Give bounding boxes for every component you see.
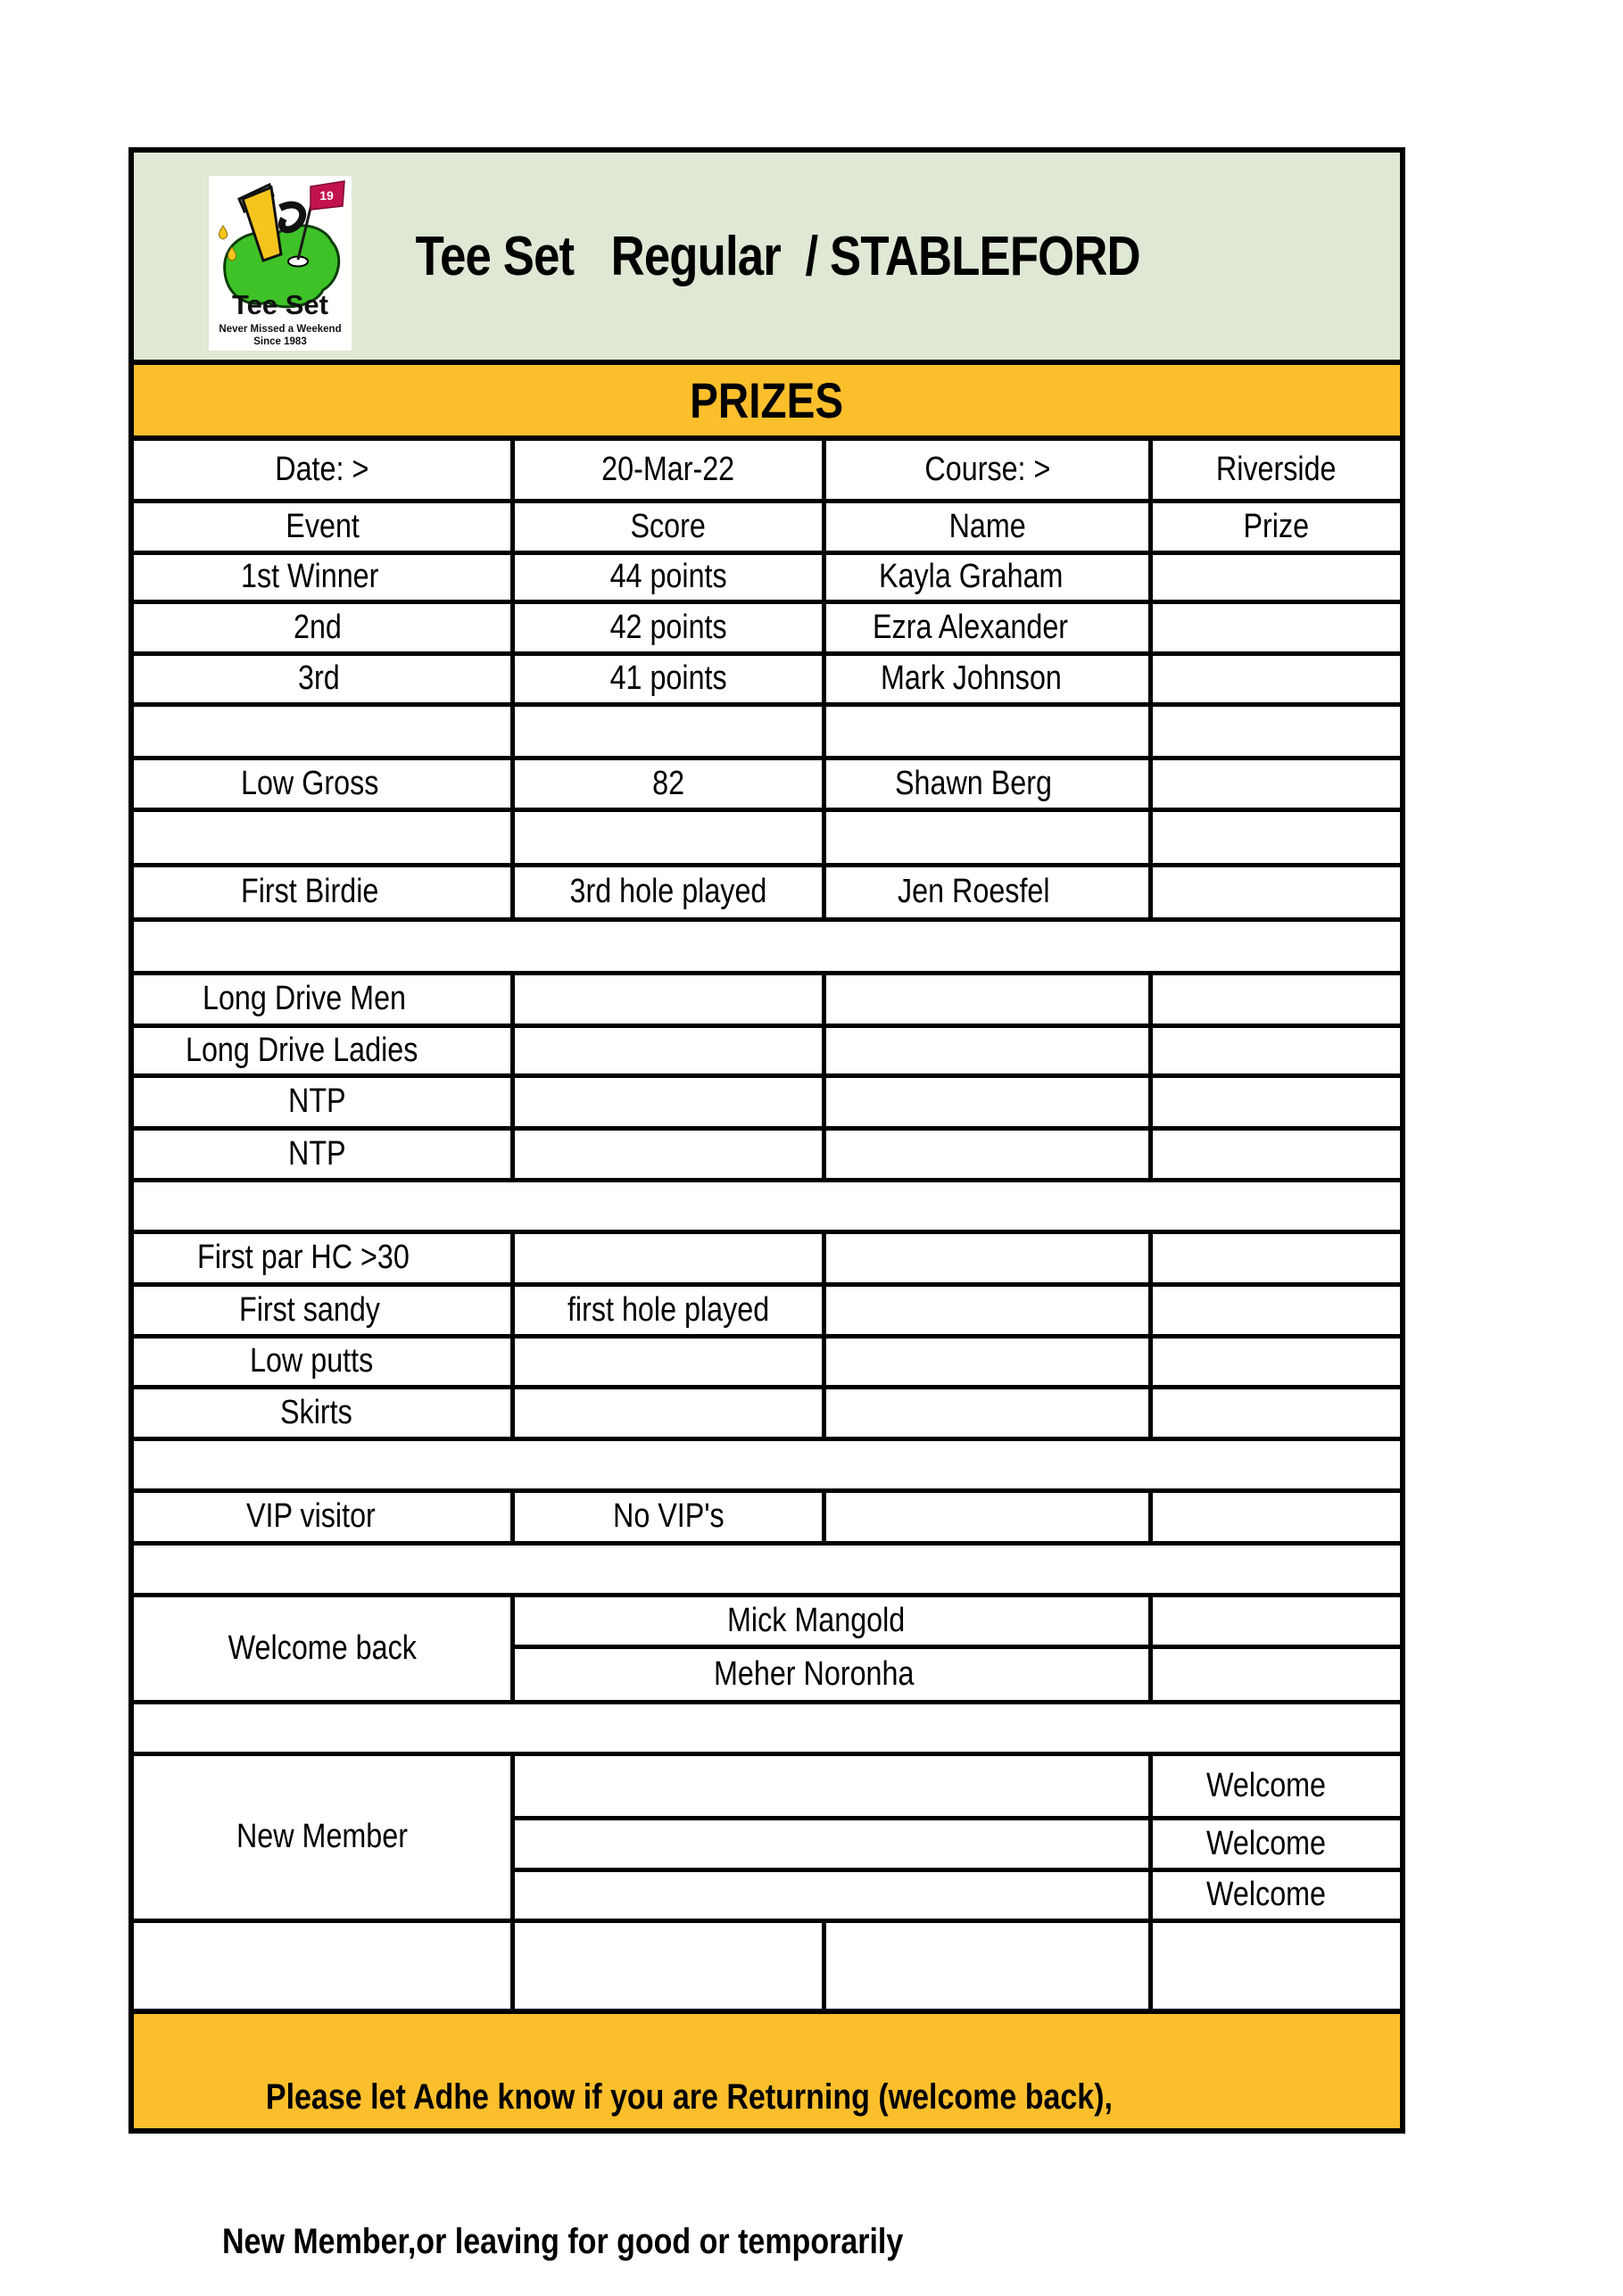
prize-cell [1151,1128,1403,1180]
score-value [513,704,824,758]
event-label [131,1595,513,1702]
cell-text: No VIP's [612,1497,725,1535]
event-label [131,601,513,653]
table-row [131,1284,1403,1336]
table-row [131,809,1403,865]
score-value [513,1025,824,1075]
name-value [824,653,1151,704]
course-value [1151,438,1403,501]
event-label [131,704,513,758]
table-row [131,919,1403,973]
name-value [824,1231,1151,1284]
score-value [513,809,824,865]
prize-cell [1151,1869,1403,1920]
logo-name: Tee Set [232,289,328,320]
cell-text: Date: > [275,450,369,488]
spacer-row [131,919,1403,973]
col-header-score [513,501,824,552]
score-value [513,1284,824,1336]
cell-text: Name [948,507,1026,545]
page-title-text: Tee Set Regular / STABLEFORD [415,225,1140,287]
prize-cell [1151,1920,1403,2011]
score-value [513,1075,824,1128]
spacer-row [131,1543,1403,1595]
footer-text: New Member,or leaving for good or temporarily [221,2222,904,2261]
table-row [131,438,1403,501]
table-row [131,601,1403,653]
date-value [513,438,824,501]
table-row [131,1702,1403,1753]
cell-text: 42 points [609,608,727,646]
cell-text: Ezra Alexander [872,608,1068,646]
prize-cell [1151,1490,1403,1543]
name-value [824,1387,1151,1438]
cell-text: VIP visitor [245,1497,376,1535]
cell-text: Skirts [279,1393,352,1431]
logo-tagline: Never Missed a Weekend [219,324,342,335]
cell-text: Welcome back [228,1629,417,1667]
cell-text: Course: > [924,450,1050,488]
table-row [131,1231,1403,1284]
name-value [824,1025,1151,1075]
cell-text: 1st Winner [241,558,379,595]
event-label [131,758,513,809]
name-value [824,1128,1151,1180]
score-value [513,552,824,601]
name-value [824,809,1151,865]
cell-text: First par HC >30 [197,1239,410,1276]
prize-cell [1151,973,1403,1025]
cell-text: NTP [288,1082,346,1120]
prize-cell [1151,1336,1403,1387]
logo-since: Since 1983 [253,336,307,347]
event-label [131,653,513,704]
footer-line-2 [143,2169,1400,2296]
score-value [513,1490,824,1543]
table-row [131,1387,1403,1438]
name-value [824,1920,1151,2011]
event-label [131,552,513,601]
name-value [513,1818,1151,1869]
tee-set-logo [209,176,352,351]
col-header-name [824,501,1151,552]
name-value [824,973,1151,1025]
cell-text: 3rd [297,659,340,697]
cell-text: 41 points [609,659,727,697]
prize-cell [1151,1284,1403,1336]
score-value [513,1920,824,2011]
prizes-banner [128,360,1405,435]
table-row [131,1920,1403,2011]
table-row [131,501,1403,552]
prize-cell [1151,1595,1403,1646]
table-row [131,653,1403,704]
spacer-row [131,1702,1403,1753]
prize-cell [1151,1818,1403,1869]
table-row [131,1490,1403,1543]
cell-text: 82 [652,764,684,802]
table-row [131,1595,1403,1646]
score-value [513,865,824,919]
score-value [513,1387,824,1438]
name-value [824,1075,1151,1128]
cell-text: Kayla Graham [879,558,1064,595]
cell-text: Mark Johnson [881,659,1063,697]
date-label [131,438,513,501]
course-label [824,438,1151,501]
spacer-row [131,1180,1403,1231]
event-label [131,1753,513,1920]
score-value [513,1231,824,1284]
name-value [824,601,1151,653]
score-value [513,653,824,704]
cell-text: 20-Mar-22 [601,450,735,488]
event-label [131,1387,513,1438]
footer-text: Please let Adhe know if you are Returning (welcome back), [248,2077,1113,2117]
cell-text: Shawn Berg [895,764,1052,802]
prize-cell [1151,758,1403,809]
table-row [131,1128,1403,1180]
prizes-banner-text: PRIZES [690,372,844,428]
prize-cell [1151,1646,1403,1702]
cell-text: Welcome [1205,1824,1326,1862]
col-header-event [131,501,513,552]
cell-text: Event [285,507,360,545]
prize-sheet [128,147,1405,2261]
table-row [131,1543,1403,1595]
cell-text: Prize [1243,507,1310,545]
event-label [131,1336,513,1387]
sheet-header [128,147,1405,360]
col-header-prize [1151,501,1403,552]
event-label [131,1490,513,1543]
table-row [131,973,1403,1025]
cell-text: Long Drive Ladies [185,1031,418,1069]
cell-text: Welcome [1205,1876,1326,1913]
prize-cell [1151,1387,1403,1438]
name-value [513,1595,1151,1646]
page-title [352,153,1204,360]
event-label [131,973,513,1025]
prize-cell [1151,1753,1403,1818]
cell-text: Score [630,507,707,545]
name-value [824,1336,1151,1387]
prize-cell [1151,1075,1403,1128]
event-label [131,1075,513,1128]
cell-text: Long Drive Men [203,980,407,1017]
cell-text: 44 points [609,558,727,595]
event-label [131,1284,513,1336]
table-row [131,1336,1403,1387]
name-value [824,758,1151,809]
name-value [824,552,1151,601]
event-label [131,1920,513,2011]
name-value [513,1646,1151,1702]
name-value [824,1490,1151,1543]
table-row [131,552,1403,601]
event-label [131,1231,513,1284]
prize-cell [1151,865,1403,919]
name-value [513,1753,1151,1818]
prize-cell [1151,653,1403,704]
cell-text: Mick Mangold [727,1601,906,1639]
table-row [131,1025,1403,1075]
cell-text: First sandy [239,1290,381,1329]
table-row [131,865,1403,919]
name-value [513,1869,1151,1920]
cell-text: 2nd [294,608,343,646]
prize-cell [1151,704,1403,758]
cell-text: first hole played [567,1290,770,1329]
cell-text: First Birdie [241,873,379,910]
prize-cell [1151,552,1403,601]
footer-note [128,2014,1405,2261]
cell-text: Low Gross [241,764,379,802]
score-value [513,758,824,809]
prize-cell [1151,809,1403,865]
cell-text: Welcome [1205,1766,1326,1804]
table-row [131,1438,1403,1490]
score-value [513,973,824,1025]
cell-text: Meher Noronha [714,1654,915,1693]
score-value [513,1128,824,1180]
score-value [513,1336,824,1387]
cell-text: New Member [236,1818,409,1855]
spacer-row [131,1438,1403,1490]
cell-text: Jen Roesfel [898,873,1050,910]
cell-text: 3rd hole played [569,873,767,910]
score-value [513,601,824,653]
cell-text: Low putts [249,1342,374,1380]
table-row [131,1180,1403,1231]
prize-cell [1151,601,1403,653]
cell-text: NTP [288,1134,346,1173]
table-row [131,704,1403,758]
name-value [824,1284,1151,1336]
prize-cell [1151,1231,1403,1284]
name-value [824,865,1151,919]
flag-number: 19 [319,188,334,203]
table-row [131,758,1403,809]
name-value [824,704,1151,758]
footer-line-1 [143,2025,1400,2169]
tee-set-logo-graphic [209,176,352,351]
event-label [131,809,513,865]
table-row [131,1753,1403,1818]
event-label [131,1128,513,1180]
cell-text: Riverside [1216,450,1337,488]
event-label [131,1025,513,1075]
prizes-table [128,435,1405,2014]
prize-cell [1151,1025,1403,1075]
table-row [131,1075,1403,1128]
event-label [131,865,513,919]
